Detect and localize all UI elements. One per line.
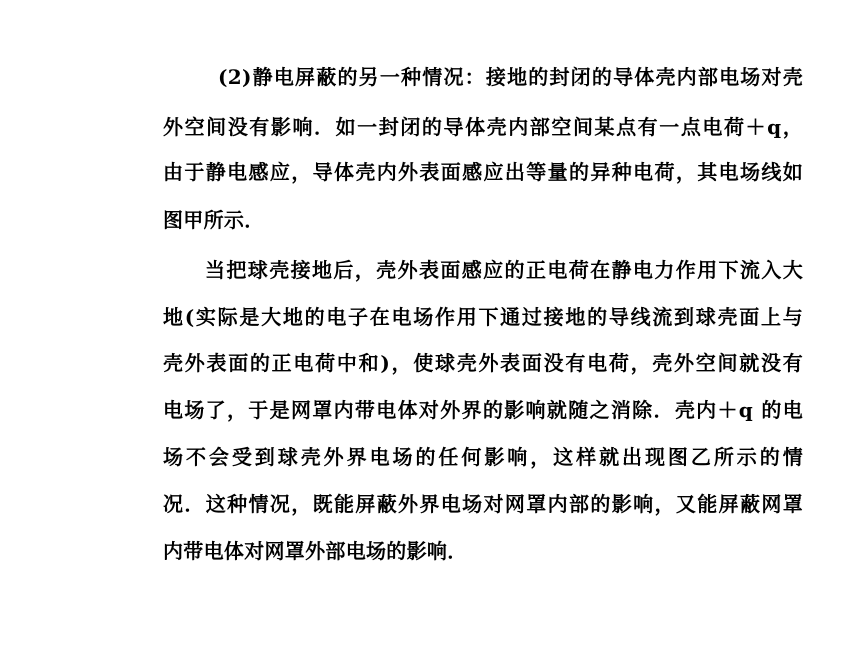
paragraph-1-line-4: 图甲所示． bbox=[163, 208, 265, 232]
paragraph-2-line-3: 壳外表面的正电荷中和)，使球壳外表面没有电荷，壳外空间就没有 bbox=[163, 351, 803, 375]
paragraph-1-line-3: 由于静电感应，导体壳内外表面感应出等量的异种电荷，其电场线如 bbox=[163, 160, 803, 184]
paragraph-2-line-7: 内带电体对网罩外部电场的影响． bbox=[163, 539, 468, 563]
paragraph-2-line-2: 地(实际是大地的电子在电场作用下通过接地的导线流到球壳面上与 bbox=[163, 305, 803, 329]
paragraph-1-line-1: (2)静电屏蔽的另一种情况：接地的封闭的导体壳内部电场对壳 bbox=[218, 65, 803, 89]
paragraph-2-line-5: 场不会受到球壳外界电场的任何影响，这样就出现图乙所示的情 bbox=[163, 445, 803, 469]
paragraph-2-line-4: 电场了，于是网罩内带电体对外界的影响就随之消除．壳内＋q 的电 bbox=[163, 398, 803, 422]
paragraph-2-line-6: 况．这种情况，既能屏蔽外界电场对网罩内部的影响，又能屏蔽网罩 bbox=[163, 492, 803, 516]
paragraph-2-line-1: 当把球壳接地后，壳外表面感应的正电荷在静电力作用下流入大 bbox=[205, 258, 803, 282]
paragraph-1-line-2: 外空间没有影响．如一封闭的导体壳内部空间某点有一点电荷＋q， bbox=[163, 115, 803, 139]
